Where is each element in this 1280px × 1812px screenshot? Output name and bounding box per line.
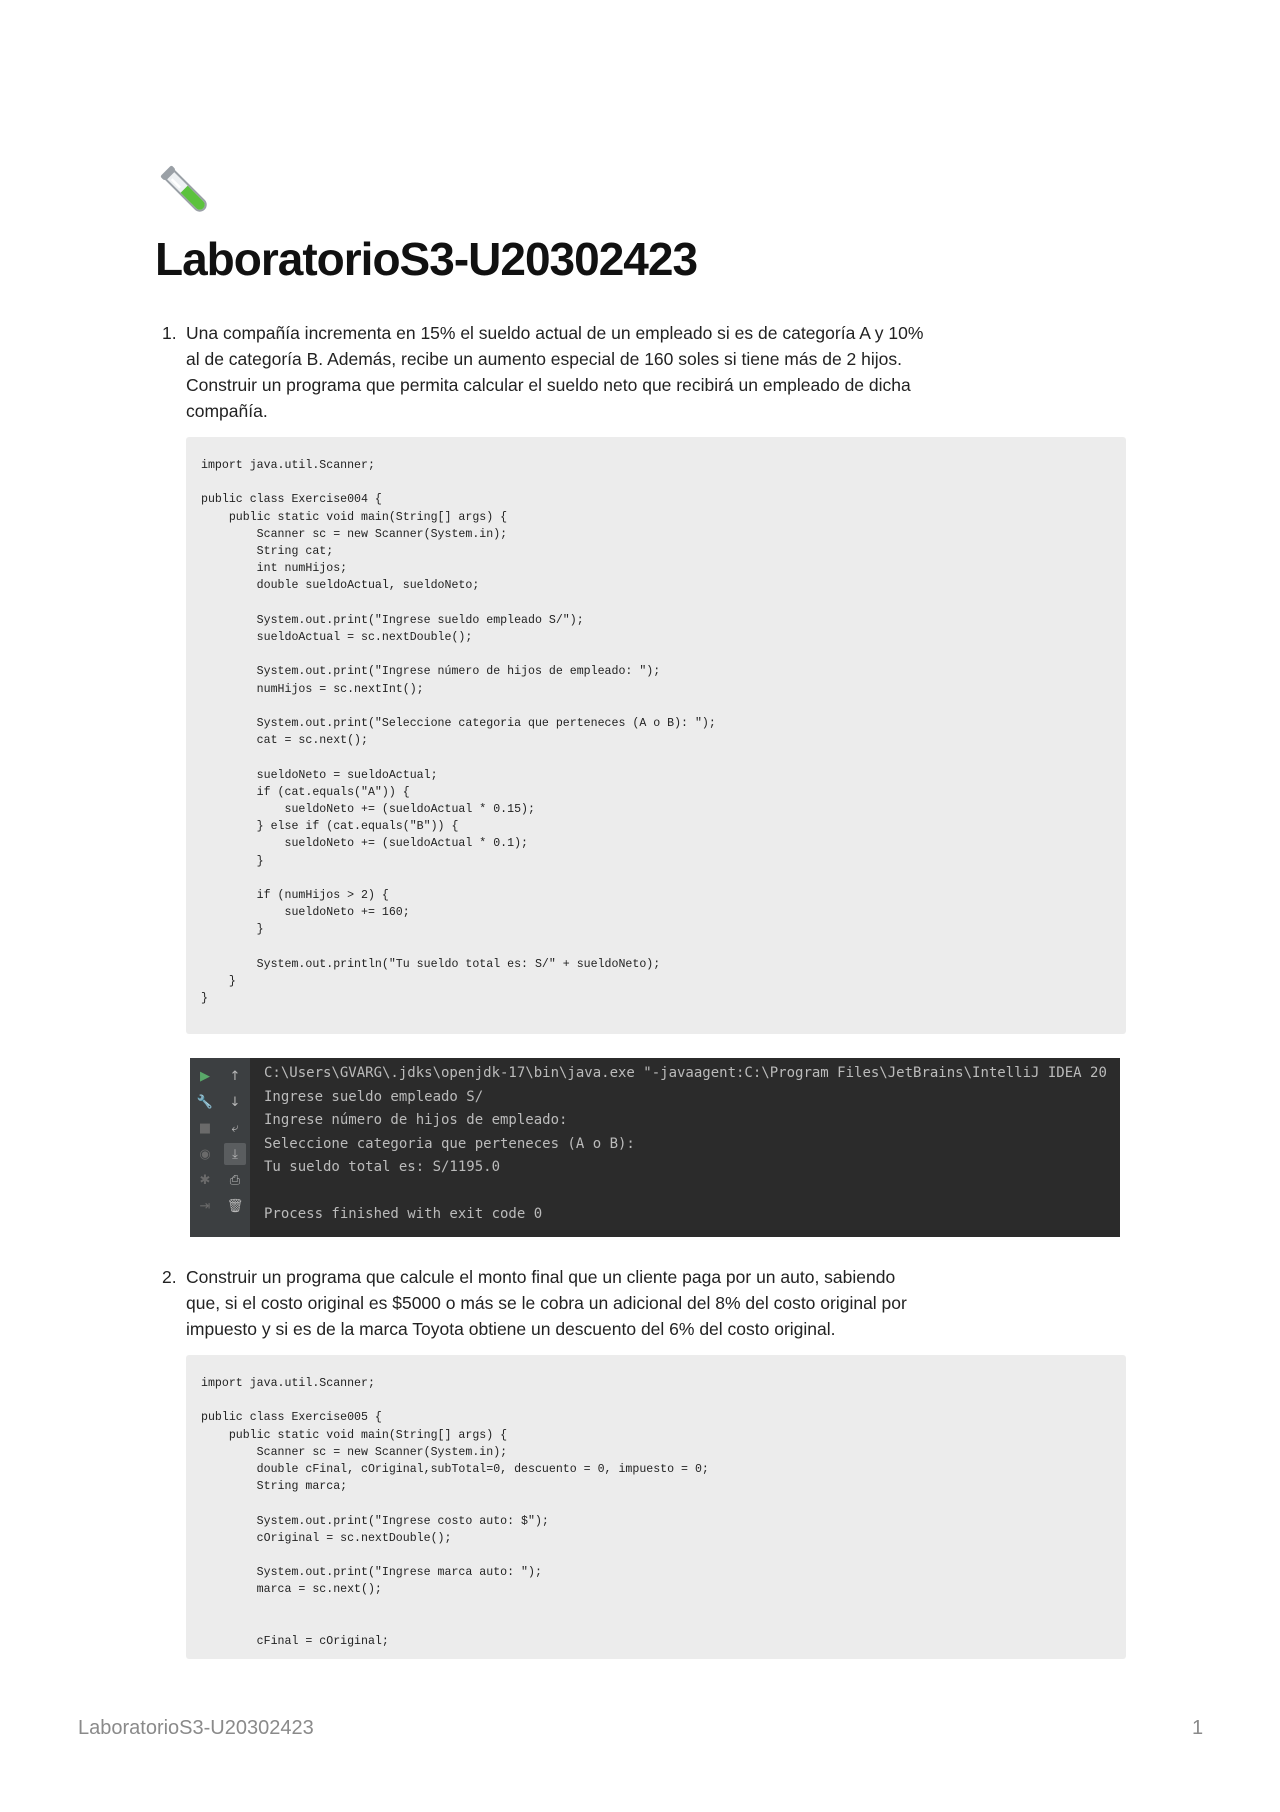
test-tube-icon — [155, 160, 219, 224]
exercise-text: Una compañía incrementa en 15% el sueldo actual de un empleado si es de categoría A y 10% al de categoría B. Además, recibe un aumento especial de 160 soles si tiene más de 2 hijos. Construir un programa que permita calcular el sueldo neto que recibirá un empleado de dicha compañía. — [186, 323, 924, 421]
exercise-text: Construir un programa que calcule el monto final que un cliente paga por un auto, sabiendo que, si el costo original es $5000 o más se le cobra un adicional del 8% del costo original por impuesto y si es de la marca Toyota obtiene un descuento del 6% del costo original. — [186, 1267, 907, 1339]
wrench-icon[interactable]: 🔧 — [196, 1094, 214, 1110]
camera-icon[interactable]: ◉ — [199, 1146, 211, 1162]
footer-title: LaboratorioS3-U20302423 — [78, 1717, 314, 1739]
code-block-1 — [186, 437, 1126, 1034]
list-item-1 — [162, 320, 926, 424]
list-number: 2. — [162, 1267, 177, 1287]
list-number: 1. — [162, 323, 177, 343]
run-icon[interactable]: ▶ — [200, 1068, 210, 1084]
stop-icon[interactable]: ■ — [198, 1120, 212, 1136]
arrow-down-icon[interactable]: ↓ — [229, 1094, 241, 1110]
soft-wrap-icon[interactable]: ⤶ — [231, 1120, 239, 1136]
page-number: 1 — [1192, 1717, 1204, 1739]
print-icon[interactable]: ⎙ — [229, 1172, 241, 1188]
list-item-2 — [162, 1264, 926, 1342]
settings-icon[interactable]: ✱ — [199, 1172, 211, 1188]
code-text: import java.util.Scanner; public class Exercise005 { public static void main(String[] args) { Scanner sc = new Scanner(System.in); double cFinal, cOriginal,subTotal=0, descuento = 0, impuesto = 0; String marca; System.out.print("Ingrese costo auto: $"); cOriginal = sc.nextDouble(); System.out.print("Ingrese marca auto: "); marca = sc.next(); cFinal = cOriginal; — [201, 1377, 709, 1649]
trash-icon[interactable]: 🗑 — [226, 1198, 244, 1214]
page-title: LaboratorioS3-U20302423 — [155, 233, 698, 285]
code-block-2 — [186, 1355, 1126, 1659]
exit-icon[interactable]: ⇥ — [199, 1198, 211, 1214]
console-text: C:\Users\GVARG\.jdks\openjdk-17\bin\java.exe "-javaagent:C:\Program Files\JetBrains\IntelliJ IDEA 20 Ingrese sueldo empleado S/ Ingrese número de hijos de empleado: Seleccione categoria que perteneces (A o B): Tu sueldo total es: S/1195.0 Process finished with exit code 0 — [264, 1065, 1107, 1222]
arrow-up-icon[interactable]: ↑ — [229, 1068, 241, 1084]
console-output-panel — [190, 1058, 1120, 1237]
scroll-to-end-icon[interactable]: ⤓ — [224, 1143, 246, 1165]
code-text: import java.util.Scanner; public class Exercise004 { public static void main(String[] args) { Scanner sc = new Scanner(System.in); String cat; int numHijos; double sueldoActual, sueldoNeto; System.out.print("Ingrese sueldo empleado S/"); sueldoActual = sc.nextDouble(); System.out.print("Ingrese número de hijos de empleado: "); numHijos = sc.nextInt(); System.out.print("Seleccione categoria que perteneces (A o B): "); cat = sc.next(); sueldoNeto = sueldoActual; if (cat.equals("A")) { sueldoNeto += (sueldoActual * 0.15); } else if (cat.equals("B")) { sueldoNeto += (sueldoActual * 0.1); } if (numHijos > 2) { sueldoNeto += 160; } System.out.println("Tu sueldo total es: S/" + sueldoNeto); } } — [201, 459, 716, 1006]
